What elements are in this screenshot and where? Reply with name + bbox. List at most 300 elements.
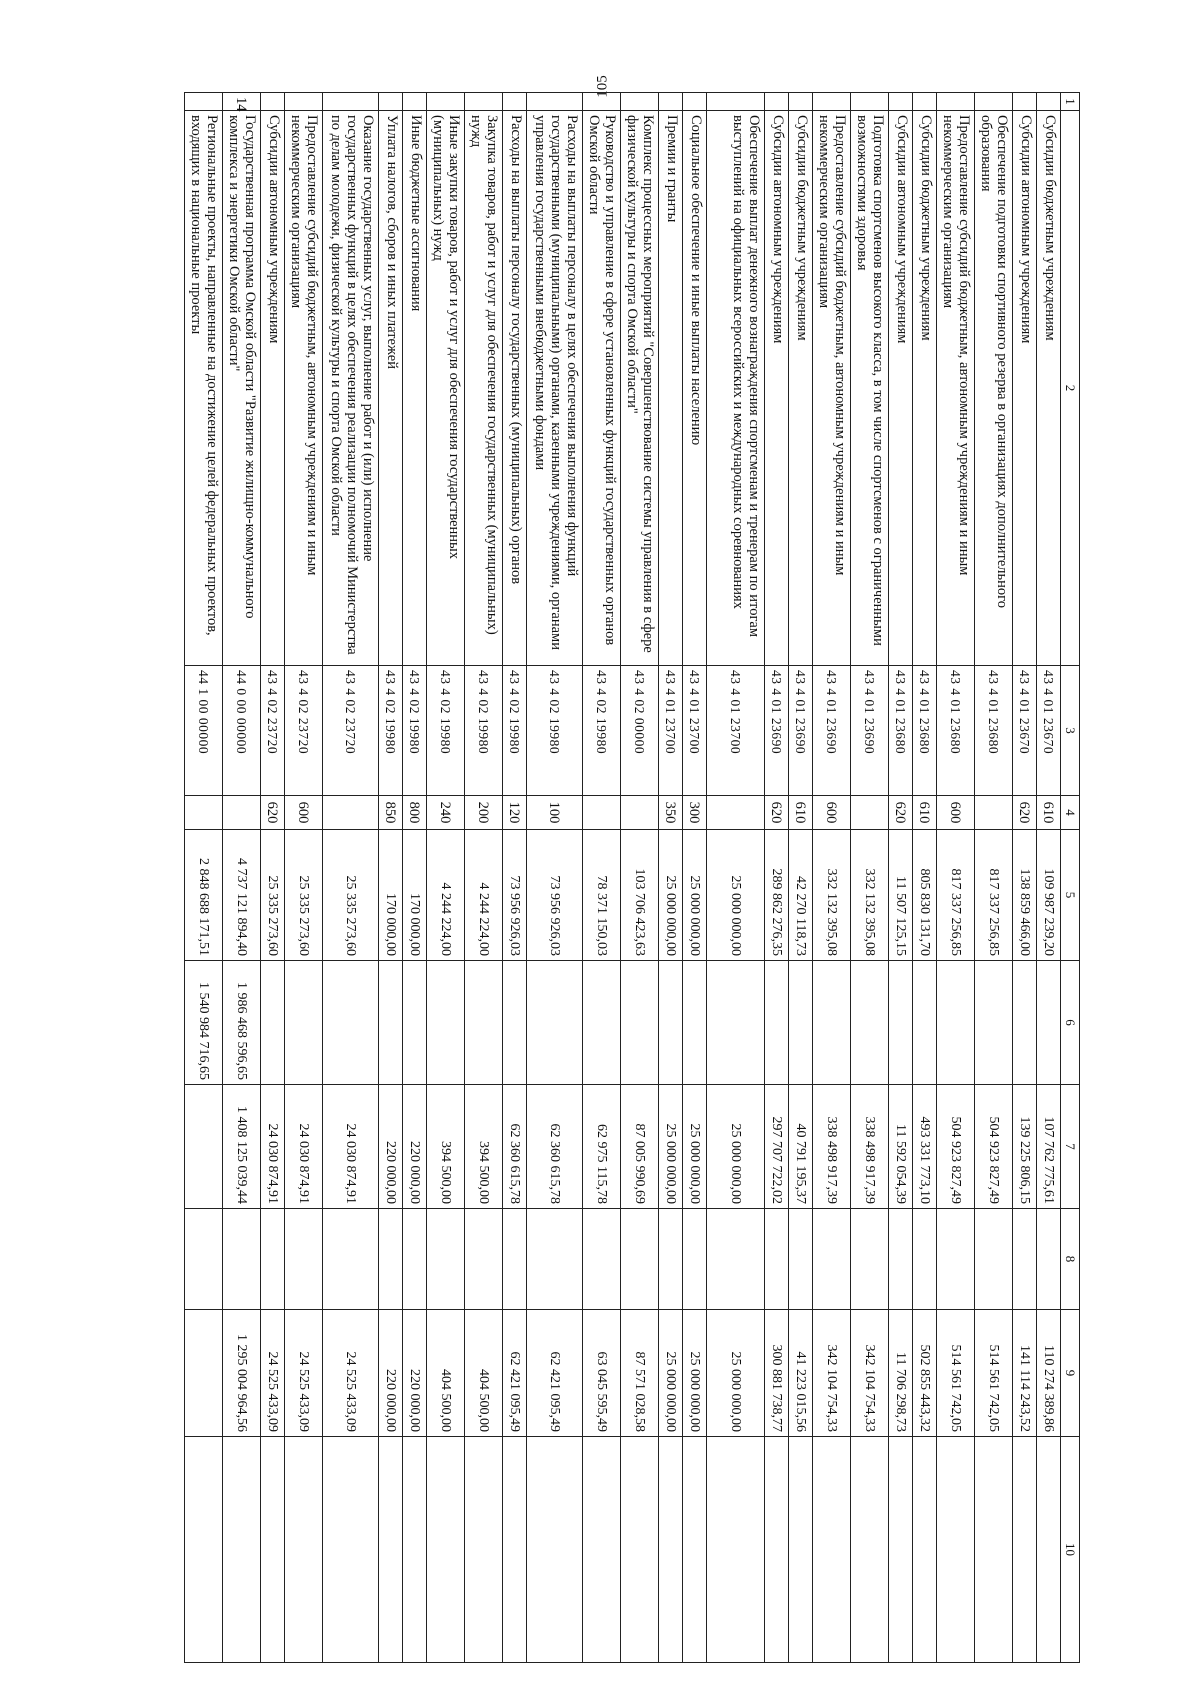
- row-expense-type: 300: [683, 796, 707, 830]
- row-value-6: [379, 961, 403, 1085]
- row-value-5: 25 000 000,00: [683, 830, 707, 961]
- table-row: [261, 93, 285, 1663]
- row-code: 43 4 02 19980: [583, 666, 621, 796]
- row-value-10: [379, 1437, 403, 1663]
- column-header: 8: [1061, 1209, 1080, 1310]
- row-code: 43 4 01 23670: [1037, 666, 1061, 796]
- rotated-page: [99, 92, 1080, 1662]
- row-value-10: [261, 1437, 285, 1663]
- row-value-6: [427, 961, 465, 1085]
- row-value-6: [683, 961, 707, 1085]
- row-value-10: [583, 1437, 621, 1663]
- row-number: [427, 93, 465, 111]
- row-value-7: 40 791 195,37: [789, 1085, 813, 1209]
- row-value-7: [185, 1085, 223, 1209]
- row-value-9: 342 104 754,33: [851, 1310, 889, 1437]
- row-name: Социальное обеспечение и иные выплаты населению: [683, 111, 707, 666]
- row-value-6: [465, 961, 503, 1085]
- row-code: 43 4 01 23700: [683, 666, 707, 796]
- table-row: [765, 93, 789, 1663]
- row-name: Закупка товаров, работ и услуг для обеспечения государственных (муниципальных) нужд: [465, 111, 503, 666]
- row-name: Обеспечение выплат денежного вознаграждения спортсменам и тренерам по итогам выступлений на официальных всероссийских и международных соревнованиях: [707, 111, 765, 666]
- row-value-9: 141 114 243,52: [1013, 1310, 1037, 1437]
- row-value-10: [403, 1437, 427, 1663]
- row-value-5: 4 244 224,00: [465, 830, 503, 961]
- row-value-6: [621, 961, 659, 1085]
- row-expense-type: 600: [285, 796, 323, 830]
- row-value-7: 87 005 990,69: [621, 1085, 659, 1209]
- row-code: 43 4 02 19980: [403, 666, 427, 796]
- table-row: [285, 93, 323, 1663]
- row-value-8: [937, 1209, 975, 1310]
- row-code: 43 4 02 23720: [323, 666, 379, 796]
- table-row: [465, 93, 503, 1663]
- row-expense-type: [621, 796, 659, 830]
- row-expense-type: 610: [1037, 796, 1061, 830]
- row-code: 43 4 01 23700: [659, 666, 683, 796]
- row-value-7: 25 000 000,00: [707, 1085, 765, 1209]
- row-value-9: 11 706 298,73: [889, 1310, 913, 1437]
- row-name: Иные закупки товаров, работ и услуг для обеспечения государственных (муниципальных) нужд: [427, 111, 465, 666]
- row-number: [889, 93, 913, 111]
- row-value-7: 11 592 054,39: [889, 1085, 913, 1209]
- row-value-10: [975, 1437, 1013, 1663]
- row-name: Премии и гранты: [659, 111, 683, 666]
- row-value-6: [261, 961, 285, 1085]
- row-value-9: 220 000,00: [403, 1310, 427, 1437]
- row-code: 43 4 01 23680: [937, 666, 975, 796]
- column-header-row: [1061, 93, 1080, 1663]
- row-value-6: [1037, 961, 1061, 1085]
- row-name: Субсидии автономным учреждениям: [765, 111, 789, 666]
- row-number: [813, 93, 851, 111]
- row-value-10: [1037, 1437, 1061, 1663]
- column-header: 7: [1061, 1085, 1080, 1209]
- table-row: [851, 93, 889, 1663]
- row-value-7: 25 000 000,00: [683, 1085, 707, 1209]
- row-value-9: 1 295 004 964,56: [223, 1310, 261, 1437]
- table-row: [789, 93, 813, 1663]
- column-header: 10: [1061, 1437, 1080, 1663]
- row-value-9: 404 500,00: [427, 1310, 465, 1437]
- row-value-6: [659, 961, 683, 1085]
- row-value-8: [403, 1209, 427, 1310]
- row-value-6: [583, 961, 621, 1085]
- row-value-7: 62 360 615,78: [503, 1085, 527, 1209]
- table-row: [913, 93, 937, 1663]
- row-expense-type: 620: [765, 796, 789, 830]
- row-value-7: 107 762 775,61: [1037, 1085, 1061, 1209]
- row-code: 43 4 01 23690: [813, 666, 851, 796]
- row-value-7: 25 000 000,00: [659, 1085, 683, 1209]
- row-name: Субсидии бюджетным учреждениям: [789, 111, 813, 666]
- row-value-6: [889, 961, 913, 1085]
- row-value-10: [323, 1437, 379, 1663]
- row-value-10: [527, 1437, 583, 1663]
- page-number: 105: [594, 75, 611, 98]
- row-value-5: 170 000,00: [379, 830, 403, 961]
- row-expense-type: 100: [527, 796, 583, 830]
- row-value-5: 170 000,00: [403, 830, 427, 961]
- row-value-8: [1037, 1209, 1061, 1310]
- row-name: Предоставление субсидий бюджетным, автономным учреждениям и иным некоммерческим организациям: [285, 111, 323, 666]
- row-value-6: [851, 961, 889, 1085]
- row-value-6: [913, 961, 937, 1085]
- row-value-8: [789, 1209, 813, 1310]
- row-value-9: 41 223 015,56: [789, 1310, 813, 1437]
- row-value-10: [427, 1437, 465, 1663]
- budget-table: [184, 92, 1080, 1663]
- column-header: 4: [1061, 796, 1080, 830]
- row-value-5: 25 000 000,00: [707, 830, 765, 961]
- row-value-5: 289 862 276,35: [765, 830, 789, 961]
- row-value-6: [937, 961, 975, 1085]
- row-name: Расходы на выплаты персоналу в целях обеспечения выполнения функций государственными (муниципальными) органами, казенными учреждениями, органами управления государственными внебюджетными фондами: [527, 111, 583, 666]
- table-row: [621, 93, 659, 1663]
- row-name: Субсидии автономным учреждениям: [889, 111, 913, 666]
- row-expense-type: [223, 796, 261, 830]
- row-value-8: [659, 1209, 683, 1310]
- row-value-8: [975, 1209, 1013, 1310]
- row-expense-type: 620: [261, 796, 285, 830]
- row-number: [659, 93, 683, 111]
- row-value-5: 25 335 273,60: [261, 830, 285, 961]
- table-row: [583, 93, 621, 1663]
- row-number: [527, 93, 583, 111]
- row-value-6: [765, 961, 789, 1085]
- row-expense-type: 120: [503, 796, 527, 830]
- table-row: [403, 93, 427, 1663]
- row-value-6: 1 540 984 716,65: [185, 961, 223, 1085]
- row-value-10: [503, 1437, 527, 1663]
- row-number: [323, 93, 379, 111]
- row-value-8: [765, 1209, 789, 1310]
- row-value-5: 4 244 224,00: [427, 830, 465, 961]
- row-value-5: 73 956 926,03: [527, 830, 583, 961]
- row-code: 43 4 01 23700: [707, 666, 765, 796]
- row-value-7: 297 707 722,02: [765, 1085, 789, 1209]
- row-value-8: [323, 1209, 379, 1310]
- row-number: [1013, 93, 1037, 111]
- row-name: Субсидии бюджетным учреждениям: [913, 111, 937, 666]
- row-value-7: 394 500,00: [465, 1085, 503, 1209]
- row-value-6: [323, 961, 379, 1085]
- row-number: [285, 93, 323, 111]
- row-value-8: [813, 1209, 851, 1310]
- row-value-8: [261, 1209, 285, 1310]
- row-code: 43 4 02 19980: [527, 666, 583, 796]
- row-value-7: 24 030 874,91: [285, 1085, 323, 1209]
- row-number: [379, 93, 403, 111]
- row-expense-type: [583, 796, 621, 830]
- row-value-8: [185, 1209, 223, 1310]
- row-expense-type: 600: [813, 796, 851, 830]
- table-row: [503, 93, 527, 1663]
- row-name: Субсидии бюджетным учреждениям: [1037, 111, 1061, 666]
- row-value-8: [465, 1209, 503, 1310]
- row-value-10: [789, 1437, 813, 1663]
- row-number: [583, 93, 621, 111]
- row-value-9: 514 561 742,05: [937, 1310, 975, 1437]
- row-name: Субсидии автономным учреждениям: [1013, 111, 1037, 666]
- row-value-7: 504 923 827,49: [975, 1085, 1013, 1209]
- row-value-8: [223, 1209, 261, 1310]
- row-value-7: 24 030 874,91: [261, 1085, 285, 1209]
- row-number: [707, 93, 765, 111]
- table-row: [975, 93, 1013, 1663]
- row-number: [975, 93, 1013, 111]
- row-expense-type: 200: [465, 796, 503, 830]
- column-header: 6: [1061, 961, 1080, 1085]
- row-value-8: [889, 1209, 913, 1310]
- row-number: [851, 93, 889, 111]
- row-code: 43 4 01 23690: [789, 666, 813, 796]
- row-name: Иные бюджетные ассигнования: [403, 111, 427, 666]
- row-value-7: 62 975 115,78: [583, 1085, 621, 1209]
- row-name: Подготовка спортсменов высокого класса, в том числе спортсменов с ограниченными возможностями здоровья: [851, 111, 889, 666]
- row-name: Оказание государственных услуг, выполнение работ и (или) исполнение государственных функций в целях обеспечения реализации полномочий Министерства по делам молодежи, физической культуры и спорта Омской области: [323, 111, 379, 666]
- column-header: 9: [1061, 1310, 1080, 1437]
- row-value-7: 338 498 917,39: [813, 1085, 851, 1209]
- row-value-6: [813, 961, 851, 1085]
- row-code: 43 4 02 19980: [503, 666, 527, 796]
- row-expense-type: 800: [403, 796, 427, 830]
- row-value-9: 25 000 000,00: [659, 1310, 683, 1437]
- row-code: 43 4 01 23680: [889, 666, 913, 796]
- row-value-9: 24 525 433,09: [261, 1310, 285, 1437]
- row-expense-type: [707, 796, 765, 830]
- row-value-9: 24 525 433,09: [285, 1310, 323, 1437]
- row-code: 44 1 00 00000: [185, 666, 223, 796]
- row-value-10: [707, 1437, 765, 1663]
- row-value-5: 25 335 273,60: [323, 830, 379, 961]
- row-value-6: [527, 961, 583, 1085]
- row-value-6: 1 986 468 596,65: [223, 961, 261, 1085]
- row-value-6: [975, 961, 1013, 1085]
- table-row: [1037, 93, 1061, 1663]
- row-value-10: [223, 1437, 261, 1663]
- row-value-8: [285, 1209, 323, 1310]
- row-value-10: [621, 1437, 659, 1663]
- row-value-5: 42 270 118,73: [789, 830, 813, 961]
- table-row: [683, 93, 707, 1663]
- row-value-6: [1013, 961, 1037, 1085]
- row-number: [913, 93, 937, 111]
- table-row: [937, 93, 975, 1663]
- column-header: 5: [1061, 830, 1080, 961]
- row-value-6: [707, 961, 765, 1085]
- row-name: Уплата налогов, сборов и иных платежей: [379, 111, 403, 666]
- row-number: [403, 93, 427, 111]
- row-value-5: 11 507 125,15: [889, 830, 913, 961]
- row-value-5: 4 737 121 894,40: [223, 830, 261, 961]
- row-number: [503, 93, 527, 111]
- row-value-6: [285, 961, 323, 1085]
- row-number: [621, 93, 659, 111]
- row-value-9: 24 525 433,09: [323, 1310, 379, 1437]
- row-value-9: 62 421 095,49: [527, 1310, 583, 1437]
- row-value-8: [427, 1209, 465, 1310]
- table-row: [427, 93, 465, 1663]
- row-value-7: 338 498 917,39: [851, 1085, 889, 1209]
- table-row: [707, 93, 765, 1663]
- row-value-5: 25 000 000,00: [659, 830, 683, 961]
- row-value-9: 63 045 595,49: [583, 1310, 621, 1437]
- row-value-8: [621, 1209, 659, 1310]
- row-value-10: [889, 1437, 913, 1663]
- row-name: Руководство и управление в сфере установленных функций государственных органов Омской области: [583, 111, 621, 666]
- row-value-7: 62 360 615,78: [527, 1085, 583, 1209]
- row-value-10: [937, 1437, 975, 1663]
- row-value-5: 103 706 423,63: [621, 830, 659, 961]
- row-expense-type: 850: [379, 796, 403, 830]
- row-value-8: [913, 1209, 937, 1310]
- row-value-9: 502 855 443,32: [913, 1310, 937, 1437]
- row-value-7: 139 225 806,15: [1013, 1085, 1037, 1209]
- row-value-9: 87 571 028,58: [621, 1310, 659, 1437]
- row-value-9: 220 000,00: [379, 1310, 403, 1437]
- row-value-5: 332 132 395,08: [851, 830, 889, 961]
- row-number: [765, 93, 789, 111]
- row-code: 43 4 01 23670: [1013, 666, 1037, 796]
- row-value-10: [683, 1437, 707, 1663]
- row-code: 43 4 02 19980: [379, 666, 403, 796]
- row-value-10: [851, 1437, 889, 1663]
- row-number: [937, 93, 975, 111]
- row-number: [465, 93, 503, 111]
- row-value-7: 220 000,00: [379, 1085, 403, 1209]
- row-code: 43 4 02 19980: [465, 666, 503, 796]
- row-value-8: [583, 1209, 621, 1310]
- row-value-5: 805 830 131,70: [913, 830, 937, 961]
- row-value-10: [765, 1437, 789, 1663]
- row-value-8: [527, 1209, 583, 1310]
- column-header: 1: [1061, 93, 1080, 111]
- row-expense-type: [185, 796, 223, 830]
- row-code: 43 4 02 00000: [621, 666, 659, 796]
- row-code: 43 4 02 19980: [427, 666, 465, 796]
- row-value-7: 24 030 874,91: [323, 1085, 379, 1209]
- row-value-8: [683, 1209, 707, 1310]
- row-value-7: 1 408 125 039,44: [223, 1085, 261, 1209]
- row-name: Государственная программа Омской области "Развитие жилищно-коммунального комплекса и энергетики Омской области": [223, 111, 261, 666]
- row-expense-type: 620: [1013, 796, 1037, 830]
- row-value-10: [185, 1437, 223, 1663]
- row-value-5: 73 956 926,03: [503, 830, 527, 961]
- row-value-10: [813, 1437, 851, 1663]
- row-expense-type: 610: [913, 796, 937, 830]
- row-name: Предоставление субсидий бюджетным, автономным учреждениям и иным некоммерческим организациям: [813, 111, 851, 666]
- row-value-5: 817 337 256,85: [975, 830, 1013, 961]
- table-row: [813, 93, 851, 1663]
- table-row: [889, 93, 913, 1663]
- table-row: [379, 93, 403, 1663]
- row-expense-type: 240: [427, 796, 465, 830]
- row-value-10: [465, 1437, 503, 1663]
- row-value-9: 62 421 095,49: [503, 1310, 527, 1437]
- row-value-6: [503, 961, 527, 1085]
- row-number: 14: [223, 93, 261, 111]
- row-value-10: [285, 1437, 323, 1663]
- row-value-9: 404 500,00: [465, 1310, 503, 1437]
- row-value-5: 25 335 273,60: [285, 830, 323, 961]
- row-value-9: 25 000 000,00: [707, 1310, 765, 1437]
- row-code: 43 4 01 23690: [765, 666, 789, 796]
- row-number: [261, 93, 285, 111]
- table-row: [659, 93, 683, 1663]
- row-expense-type: 600: [937, 796, 975, 830]
- row-value-5: 109 987 239,20: [1037, 830, 1061, 961]
- row-name: Субсидии автономным учреждениям: [261, 111, 285, 666]
- row-value-7: 493 331 773,10: [913, 1085, 937, 1209]
- row-name: Предоставление субсидий бюджетным, автономным учреждениям и иным некоммерческим организациям: [937, 111, 975, 666]
- row-value-5: 332 132 395,08: [813, 830, 851, 961]
- row-number: [789, 93, 813, 111]
- table-body: [185, 93, 1061, 1663]
- table-row: [223, 93, 261, 1663]
- row-value-9: 514 561 742,05: [975, 1310, 1013, 1437]
- table-row: [323, 93, 379, 1663]
- row-value-7: 394 500,00: [427, 1085, 465, 1209]
- row-code: 43 4 02 23720: [261, 666, 285, 796]
- table-row: [527, 93, 583, 1663]
- row-expense-type: [851, 796, 889, 830]
- table-row: [1013, 93, 1037, 1663]
- row-value-6: [789, 961, 813, 1085]
- row-code: 43 4 02 23720: [285, 666, 323, 796]
- row-value-5: 138 859 466,00: [1013, 830, 1037, 961]
- row-value-6: [403, 961, 427, 1085]
- row-value-9: 110 274 389,86: [1037, 1310, 1061, 1437]
- row-name: Расходы на выплаты персоналу государственных (муниципальных) органов: [503, 111, 527, 666]
- row-value-8: [379, 1209, 403, 1310]
- row-expense-type: [323, 796, 379, 830]
- row-value-8: [503, 1209, 527, 1310]
- row-value-9: [185, 1310, 223, 1437]
- column-header: 2: [1061, 111, 1080, 666]
- row-name: Обеспечение подготовки спортивного резерва в организациях дополнительного образования: [975, 111, 1013, 666]
- row-value-9: 300 881 738,77: [765, 1310, 789, 1437]
- row-value-10: [659, 1437, 683, 1663]
- row-value-8: [1013, 1209, 1037, 1310]
- row-value-9: 25 000 000,00: [683, 1310, 707, 1437]
- row-value-5: 2 848 688 171,51: [185, 830, 223, 961]
- row-name: Комплекс процессных мероприятий "Совершенствование системы управления в сфере физической культуры и спорта Омской области": [621, 111, 659, 666]
- row-value-5: 78 371 150,03: [583, 830, 621, 961]
- row-code: 43 4 01 23680: [975, 666, 1013, 796]
- row-expense-type: 610: [789, 796, 813, 830]
- row-value-10: [1013, 1437, 1037, 1663]
- row-value-8: [707, 1209, 765, 1310]
- row-value-7: 220 000,00: [403, 1085, 427, 1209]
- row-number: [683, 93, 707, 111]
- table-row: [185, 93, 223, 1663]
- row-expense-type: 350: [659, 796, 683, 830]
- row-value-7: 504 923 827,49: [937, 1085, 975, 1209]
- column-header: 3: [1061, 666, 1080, 796]
- row-expense-type: 620: [889, 796, 913, 830]
- row-code: 44 0 00 00000: [223, 666, 261, 796]
- row-name: Региональные проекты, направленные на достижение целей федеральных проектов, входящих в национальные проекты: [185, 111, 223, 666]
- row-value-8: [851, 1209, 889, 1310]
- row-number: [1037, 93, 1061, 111]
- row-code: 43 4 01 23690: [851, 666, 889, 796]
- row-value-9: 342 104 754,33: [813, 1310, 851, 1437]
- row-value-10: [913, 1437, 937, 1663]
- row-code: 43 4 01 23680: [913, 666, 937, 796]
- row-number: [185, 93, 223, 111]
- row-expense-type: [975, 796, 1013, 830]
